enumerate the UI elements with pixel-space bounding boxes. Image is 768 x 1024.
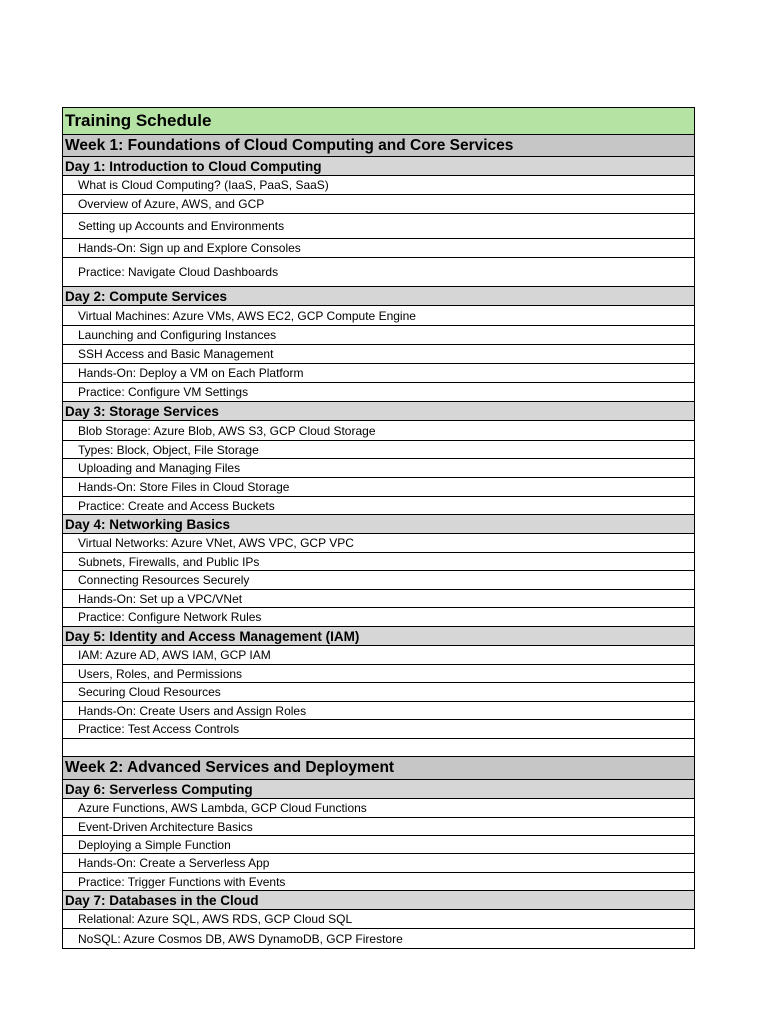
day-header-row: Day 1: Introduction to Cloud Computing xyxy=(63,157,694,176)
topic-row: Virtual Networks: Azure VNet, AWS VPC, GCP VPC xyxy=(63,534,694,553)
topic-row: Azure Functions, AWS Lambda, GCP Cloud Functions xyxy=(63,799,694,818)
topic-row: Securing Cloud Resources xyxy=(63,683,694,702)
topic-row: Overview of Azure, AWS, and GCP xyxy=(63,195,694,214)
topic-row: Types: Block, Object, File Storage xyxy=(63,441,694,459)
topic-row: Virtual Machines: Azure VMs, AWS EC2, GCP Compute Engine xyxy=(63,306,694,326)
topic-row: Hands-On: Create a Serverless App xyxy=(63,854,694,873)
topic-row: Practice: Test Access Controls xyxy=(63,720,694,739)
topic-row: Blob Storage: Azure Blob, AWS S3, GCP Cloud Storage xyxy=(63,421,694,441)
topic-row: Uploading and Managing Files xyxy=(63,459,694,478)
topic-row: Practice: Configure Network Rules xyxy=(63,608,694,627)
topic-row: Practice: Create and Access Buckets xyxy=(63,497,694,515)
topic-row: Practice: Navigate Cloud Dashboards xyxy=(63,258,694,287)
day-header-row: Day 6: Serverless Computing xyxy=(63,780,694,799)
topic-row: SSH Access and Basic Management xyxy=(63,345,694,364)
day-header-row: Day 4: Networking Basics xyxy=(63,515,694,534)
topic-row: NoSQL: Azure Cosmos DB, AWS DynamoDB, GCP Firestore xyxy=(63,929,694,948)
schedule-rows xyxy=(63,108,694,948)
day-header-row: Day 2: Compute Services xyxy=(63,287,694,306)
topic-row: Connecting Resources Securely xyxy=(63,571,694,590)
week-header-row: Week 2: Advanced Services and Deployment xyxy=(63,757,694,780)
topic-row: Hands-On: Sign up and Explore Consoles xyxy=(63,239,694,258)
training-schedule-sheet xyxy=(62,107,695,949)
topic-row: Event-Driven Architecture Basics xyxy=(63,818,694,836)
day-header-row: Day 7: Databases in the Cloud xyxy=(63,891,694,910)
topic-row: What is Cloud Computing? (IaaS, PaaS, SaaS) xyxy=(63,176,694,195)
topic-row: Launching and Configuring Instances xyxy=(63,326,694,345)
topic-row: Practice: Trigger Functions with Events xyxy=(63,873,694,891)
week-header-row: Week 1: Foundations of Cloud Computing and Core Services xyxy=(63,135,694,157)
topic-row: Relational: Azure SQL, AWS RDS, GCP Cloud SQL xyxy=(63,910,694,929)
topic-row: Hands-On: Create Users and Assign Roles xyxy=(63,702,694,720)
blank-row xyxy=(63,739,694,757)
topic-row: IAM: Azure AD, AWS IAM, GCP IAM xyxy=(63,646,694,665)
topic-row: Hands-On: Deploy a VM on Each Platform xyxy=(63,364,694,383)
topic-row: Deploying a Simple Function xyxy=(63,836,694,854)
topic-row: Setting up Accounts and Environments xyxy=(63,214,694,239)
topic-row: Hands-On: Set up a VPC/VNet xyxy=(63,590,694,608)
topic-row: Hands-On: Store Files in Cloud Storage xyxy=(63,478,694,497)
sheet-title: Training Schedule xyxy=(63,108,694,135)
topic-row: Subnets, Firewalls, and Public IPs xyxy=(63,553,694,571)
topic-row: Practice: Configure VM Settings xyxy=(63,383,694,402)
day-header-row: Day 3: Storage Services xyxy=(63,402,694,421)
topic-row: Users, Roles, and Permissions xyxy=(63,665,694,683)
day-header-row: Day 5: Identity and Access Management (IAM) xyxy=(63,627,694,646)
